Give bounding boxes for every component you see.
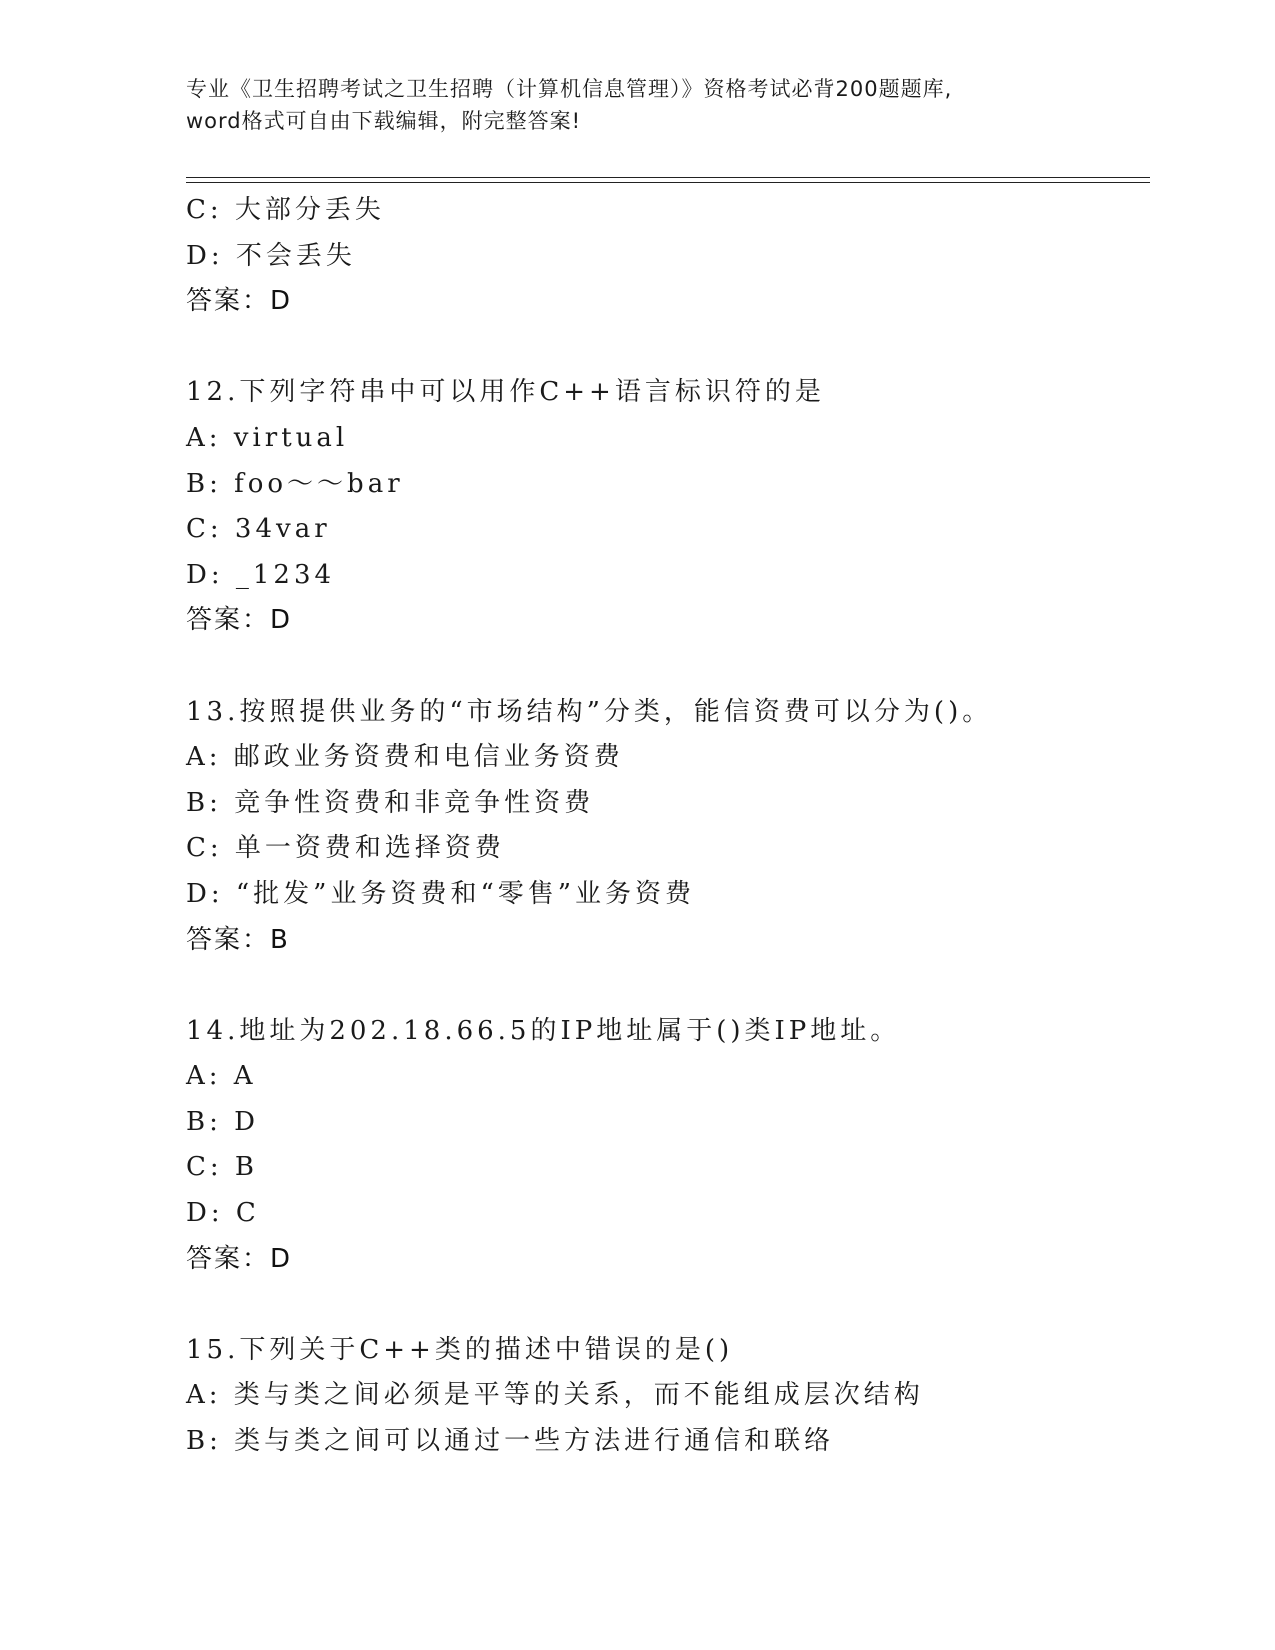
question-13: [186, 690, 1150, 964]
answer-line: 答案：D: [186, 1243, 293, 1274]
option-d: D: 不会丢失: [186, 240, 356, 271]
header-rule-bottom: [186, 182, 1150, 183]
question-stem: 13.按照提供业务的“市场结构”分类，能信资费可以分为()。: [186, 696, 993, 727]
question-12: [186, 370, 1150, 644]
option-a: A: virtual: [186, 422, 349, 453]
question-14: [186, 1009, 1150, 1283]
spacer: [186, 644, 1150, 690]
option-c: C: 34var: [186, 514, 331, 545]
option-d: D: _1234: [186, 559, 336, 590]
option-a: A: A: [186, 1061, 257, 1092]
spacer: [186, 963, 1150, 1009]
option-b: B: D: [186, 1106, 259, 1137]
option-c: C: 单一资费和选择资费: [186, 833, 505, 864]
option-b: B: 竞争性资费和非竞争性资费: [186, 787, 595, 818]
question-stem: 12.下列字符串中可以用作C++语言标识符的是: [186, 377, 825, 408]
option-c: C: B: [186, 1152, 259, 1183]
option-a: A: 类与类之间必须是平等的关系，而不能组成层次结构: [186, 1380, 924, 1411]
answer-line: 答案：D: [186, 286, 293, 317]
option-c: C: 大部分丢失: [186, 195, 385, 225]
document-header: [186, 73, 1086, 137]
question-stem: 15.下列关于C++类的描述中错误的是(): [186, 1334, 734, 1365]
document-body: [186, 188, 1150, 1465]
answer-line: 答案：D: [186, 605, 293, 636]
option-a: A: 邮政业务资费和电信业务资费: [186, 742, 624, 773]
option-d: D: “批发”业务资费和“零售”业务资费: [186, 878, 696, 909]
continued-question: [186, 188, 1150, 325]
header-rule-top: [186, 177, 1150, 178]
spacer: [186, 325, 1150, 371]
header-title-line-2: word格式可自由下载编辑，附完整答案!: [186, 109, 582, 133]
answer-line: 答案：B: [186, 924, 290, 955]
spacer: [186, 1282, 1150, 1328]
question-stem: 14.地址为202.18.66.5的IP地址属于()类IP地址。: [186, 1015, 901, 1046]
question-15: [186, 1328, 1150, 1465]
option-b: B: 类与类之间可以通过一些方法进行通信和联络: [186, 1426, 835, 1457]
header-title-line-1: 专业《卫生招聘考试之卫生招聘（计算机信息管理）》资格考试必背200题题库,: [186, 77, 953, 101]
option-b: B: foo～～bar: [186, 468, 404, 499]
option-d: D: C: [186, 1198, 260, 1229]
